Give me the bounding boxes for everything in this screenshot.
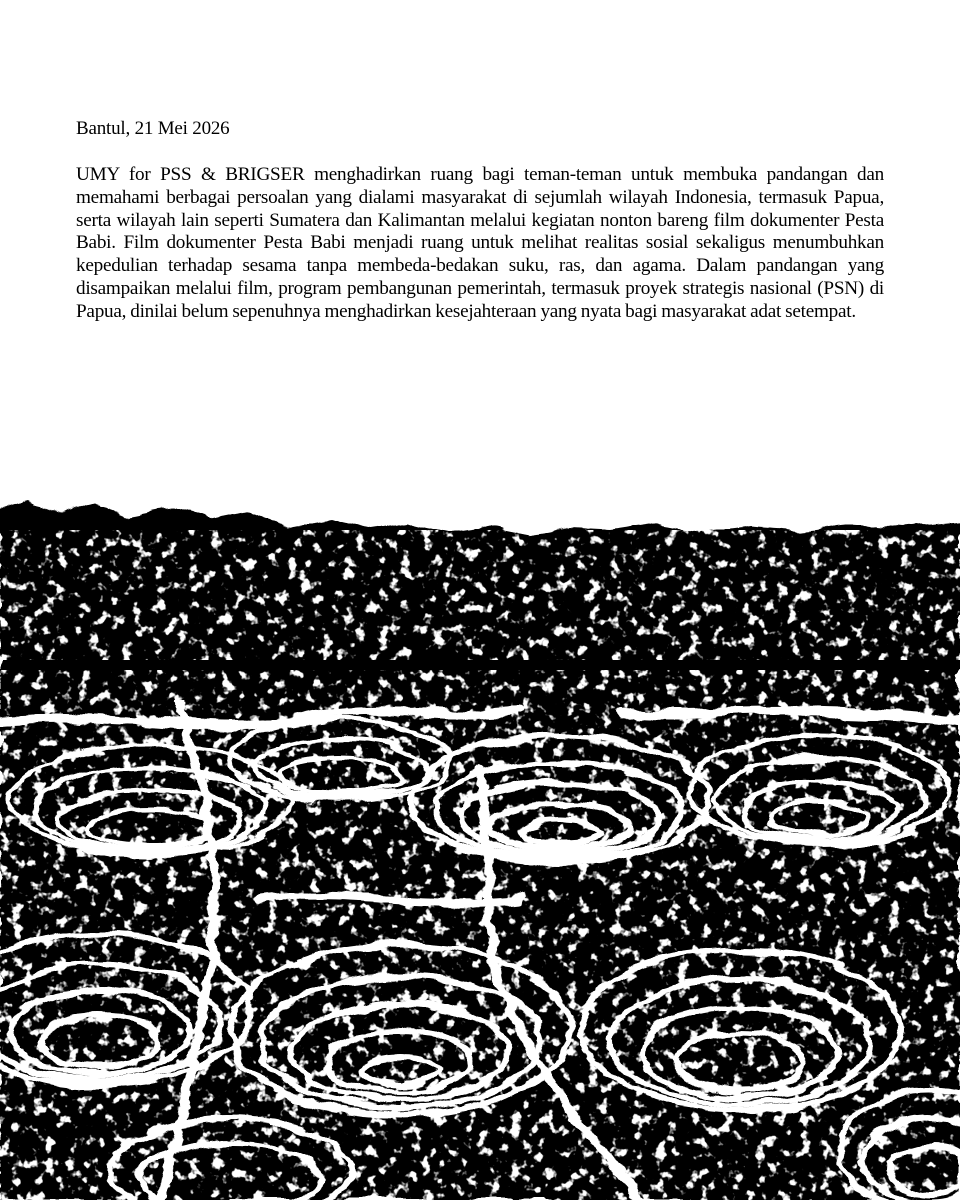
terrain-flecks bbox=[0, 670, 960, 1200]
text-block bbox=[76, 116, 884, 324]
date-line: Bantul, 21 Mei 2026 bbox=[76, 118, 230, 139]
landscape-svg bbox=[0, 470, 960, 1200]
body-paragraph: UMY for PSS & BRIGSER menghadirkan ruang bagi teman-teman untuk membuka pandangan dan memahami berbagai persoalan yang dialami masyarakat di sejumlah wilayah Indonesia, termasuk Papua, serta wilayah lain seperti Sumatera dan Kalimantan melalui kegiatan nonton bareng film dokumenter Pesta Babi. Film dokumenter Pesta Babi menjadi ruang untuk melihat realitas sosial sekaligus menumbuhkan kepedulian terhadap sesama tanpa membeda-bedakan suku, ras, dan agama. Dalam pandangan yang disampaikan melalui film, program pembangunan pemerintah, termasuk proyek strategis nasional (PSN) di Papua, dinilai belum sepenuhnya menghadirkan kesejahteraan yang nyata bagi masyarakat adat setempat. bbox=[76, 164, 884, 322]
misty-hills bbox=[0, 530, 960, 660]
terraced-mine-landscape-image bbox=[0, 470, 960, 1200]
